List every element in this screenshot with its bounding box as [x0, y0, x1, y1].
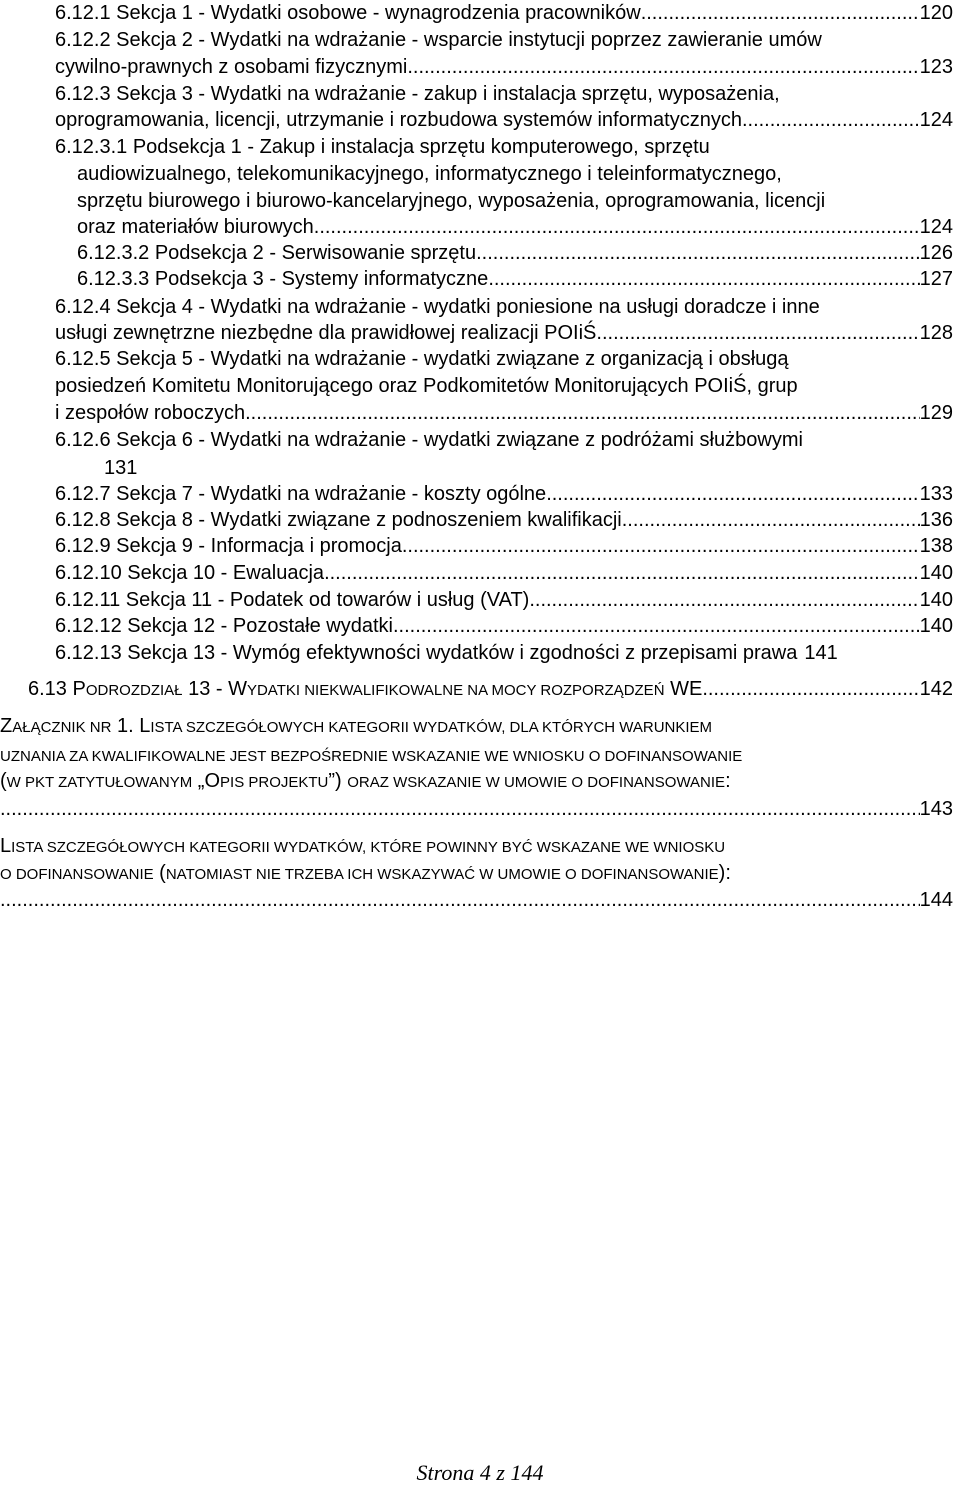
- toc-page-number: 136: [919, 509, 953, 531]
- toc-entry-title-cont: sprzętu biurowego i biurowo-kancelaryjnego, wyposażenia, oprogramowania, licencji: [77, 190, 826, 212]
- dot-leader: [488, 266, 919, 292]
- toc-entry-title: 6.12.13 Sekcja 13 - Wymóg efektywności wydatków i zgodności z przepisami prawa: [55, 642, 798, 664]
- toc-page-number: 143: [919, 798, 953, 820]
- toc-entry-title-cont: O DOFINANSOWANIE (NATOMIAST NIE TRZEBA ICH WSKAZYWAĆ W UMOWIE O DOFINANSOWANIE):: [0, 862, 731, 884]
- page-footer: Strona 4 z 144: [416, 1460, 544, 1485]
- toc-page-number: 126: [919, 242, 953, 264]
- toc-page-number: 124: [919, 109, 953, 131]
- toc-page-number: 127: [919, 268, 953, 290]
- dot-leader: [476, 240, 920, 266]
- dot-leader: [324, 560, 920, 586]
- toc-entry-title-cont: oprogramowania, licencji, utrzymanie i rozbudowa systemów informatycznych: [55, 109, 742, 131]
- dot-leader: [245, 400, 920, 426]
- toc-entry-title: 6.12.12 Sekcja 12 - Pozostałe wydatki: [55, 615, 393, 637]
- toc-entry-title-cont: posiedzeń Komitetu Monitorującego oraz Podkomitetów Monitorujących POIiŚ, grup: [55, 375, 798, 397]
- toc-entry-title: 6.12.11 Sekcja 11 - Podatek od towarów i usług (VAT): [55, 589, 530, 611]
- toc-entry-title: 6.13 PODROZDZIAŁ 13 - WYDATKI NIEKWALIFIKOWALNE NA MOCY ROZPORZĄDZEŃ WE: [28, 678, 703, 700]
- toc-entry-title: 6.12.1 Sekcja 1 - Wydatki osobowe - wynagrodzenia pracowników: [55, 2, 641, 24]
- toc-entry-title: 6.12.6 Sekcja 6 - Wydatki na wdrażanie - wydatki związane z podróżami służbowymi: [55, 429, 803, 451]
- toc-entry-title: 6.12.5 Sekcja 5 - Wydatki na wdrażanie - wydatki związane z organizacją i obsługą: [55, 348, 789, 370]
- toc-page-number: 140: [919, 615, 953, 637]
- dot-leader: [742, 107, 920, 133]
- toc-entry-title-cont: cywilno-prawnych z osobami fizycznymi: [55, 56, 408, 78]
- toc-entry-title-cont: (W PKT ZATYTUŁOWANYM „OPIS PROJEKTU”) ORAZ WSKAZANIE W UMOWIE O DOFINANSOWANIE:: [0, 770, 731, 792]
- toc-entry-title: 6.12.4 Sekcja 4 - Wydatki na wdrażanie - wydatki poniesione na usługi doradcze i inne: [55, 296, 820, 318]
- dot-leader: [641, 0, 920, 26]
- toc-page-number: 129: [919, 402, 953, 424]
- toc-entry-title: 6.12.3.3 Podsekcja 3 - Systemy informatyczne: [77, 268, 489, 290]
- toc-entry-title: 6.12.3.1 Podsekcja 1 - Zakup i instalacja sprzętu komputerowego, sprzętu: [55, 136, 710, 158]
- toc-page-number: 142: [919, 678, 953, 700]
- toc-page-number: 141: [804, 642, 838, 664]
- dot-leader: [314, 214, 920, 240]
- toc-page-number: 140: [919, 562, 953, 584]
- toc-page-number: 120: [919, 2, 953, 24]
- dot-leader: [407, 54, 919, 80]
- toc-entry-title: 6.12.8 Sekcja 8 - Wydatki związane z podnoszeniem kwalifikacji: [55, 509, 622, 531]
- toc-entry-title-cont: usługi zewnętrzne niezbędne dla prawidłowej realizacji POIiŚ: [55, 322, 597, 344]
- dot-leader: [529, 587, 919, 613]
- toc-entry-title: 6.12.9 Sekcja 9 - Informacja i promocja: [55, 535, 402, 557]
- toc-page-number: 131: [104, 457, 138, 479]
- toc-entry-title: 6.12.7 Sekcja 7 - Wydatki na wdrażanie - koszty ogólne: [55, 483, 547, 505]
- dot-leader: [402, 533, 920, 559]
- dot-leader: [0, 887, 920, 913]
- toc-page-number: 128: [919, 322, 953, 344]
- dot-leader: [0, 796, 920, 822]
- toc-page-number: 133: [919, 483, 953, 505]
- toc-page-number: 138: [919, 535, 953, 557]
- toc-entry-title-cont: oraz materiałów biurowych: [77, 216, 314, 238]
- toc-entry-title: 6.12.2 Sekcja 2 - Wydatki na wdrażanie - wsparcie instytucji poprzez zawieranie umów: [55, 29, 822, 51]
- toc-entry-title: LISTA SZCZEGÓŁOWYCH KATEGORII WYDATKÓW, KTÓRE POWINNY BYĆ WSKAZANE WE WNIOSKU: [0, 835, 726, 857]
- toc-entry-title: 6.12.3 Sekcja 3 - Wydatki na wdrażanie - zakup i instalacja sprzętu, wyposażenia,: [55, 83, 780, 105]
- toc-entry-title-cont: UZNANIA ZA KWALIFIKOWALNE JEST BEZPOŚREDNIE WSKAZANIE WE WNIOSKU O DOFINANSOWANIE: [0, 748, 743, 765]
- toc-page-number: 123: [919, 56, 953, 78]
- dot-leader: [622, 507, 920, 533]
- toc-entry-title-cont: audiowizualnego, telekomunikacyjnego, informatycznego i teleinformatycznego,: [77, 163, 782, 185]
- toc-entry-title: 6.12.3.2 Podsekcja 2 - Serwisowanie sprzętu: [77, 242, 477, 264]
- dot-leader: [546, 481, 919, 507]
- toc-entry-title: ZAŁĄCZNIK NR 1. LISTA SZCZEGÓŁOWYCH KATEGORII WYDATKÓW, DLA KTÓRYCH WARUNKIEM: [0, 715, 713, 737]
- toc-entry-title-cont: i zespołów roboczych: [55, 402, 246, 424]
- toc-page-number: 144: [919, 889, 953, 911]
- toc-entry-title: 6.12.10 Sekcja 10 - Ewaluacja: [55, 562, 325, 584]
- dot-leader: [393, 613, 920, 639]
- dot-leader: [702, 676, 919, 702]
- dot-leader: [596, 320, 919, 346]
- toc-page-number: 124: [919, 216, 953, 238]
- toc-page-number: 140: [919, 589, 953, 611]
